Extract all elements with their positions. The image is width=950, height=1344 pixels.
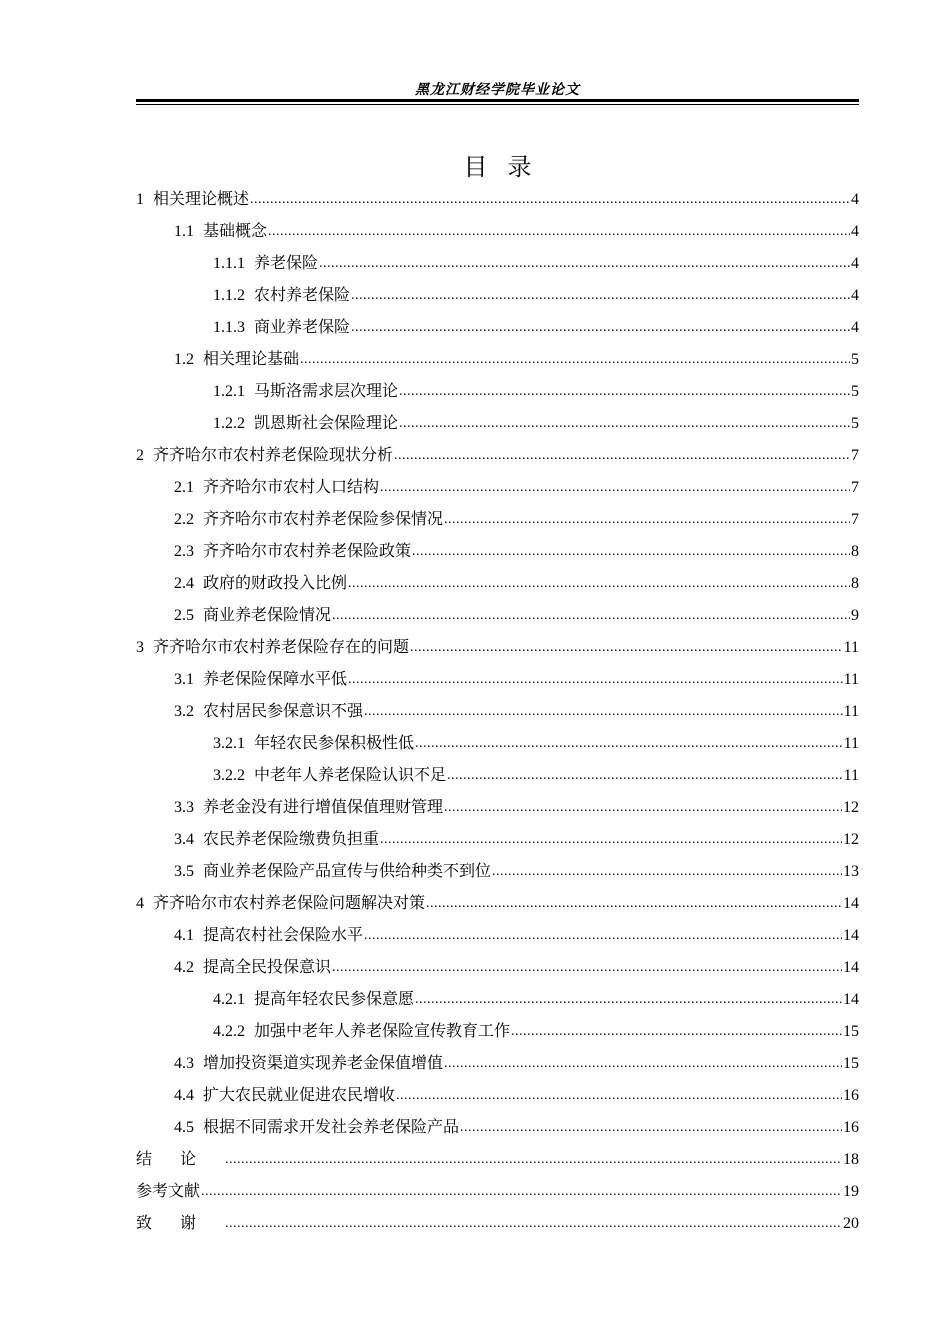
toc-leader-dots (351, 313, 850, 342)
toc-leader-dots (332, 953, 842, 982)
toc-entry-page: 16 (843, 1119, 859, 1136)
toc-entry-page: 4 (851, 223, 859, 240)
toc-leader-dots (447, 761, 843, 790)
toc-entry-page: 14 (843, 895, 859, 912)
toc-leader-dots (444, 793, 842, 822)
toc-entry-number: 1.1.2 (213, 287, 245, 304)
toc-leader-dots (348, 569, 850, 598)
toc-entry[interactable] (136, 1082, 859, 1114)
toc-entry[interactable] (136, 378, 859, 410)
toc-entry[interactable] (136, 954, 859, 986)
toc-entry-page: 14 (843, 991, 859, 1008)
toc-entry-page: 11 (843, 671, 859, 688)
toc-entry-page: 13 (843, 863, 859, 880)
toc-entry-number: 1.2 (174, 351, 194, 368)
toc-entry-page: 11 (843, 703, 859, 720)
toc-entry-page: 11 (843, 639, 859, 656)
toc-entry-number: 4.2.2 (213, 1023, 245, 1040)
toc-entry-title: 齐齐哈尔市农村养老保险参保情况 (203, 511, 444, 528)
header-rule-thin (136, 104, 859, 105)
toc-leader-dots (492, 857, 842, 886)
toc-entry-page: 18 (843, 1151, 859, 1168)
toc-leader-dots (225, 1145, 842, 1174)
toc-entry-page: 12 (843, 831, 859, 848)
toc-entry[interactable] (136, 314, 859, 346)
toc-leader-dots (364, 697, 843, 726)
toc-entry-title: 结论 (136, 1151, 225, 1168)
toc-entry-number: 3 (136, 639, 144, 656)
toc-entry-page: 15 (843, 1055, 859, 1072)
toc-entry[interactable] (136, 794, 859, 826)
toc-leader-dots (415, 985, 842, 1014)
toc-entry[interactable] (136, 922, 859, 954)
toc-entry-title: 齐齐哈尔市农村人口结构 (203, 479, 380, 496)
toc-entry-page: 14 (843, 959, 859, 976)
toc-entry-page: 8 (851, 575, 859, 592)
toc-entry[interactable] (136, 858, 859, 890)
toc-entry-title: 加强中老年人养老保险宣传教育工作 (254, 1023, 511, 1040)
toc-entry-number: 4.5 (174, 1119, 194, 1136)
toc-entry-page: 8 (851, 543, 859, 560)
toc-leader-dots (364, 921, 842, 950)
toc-leader-dots (250, 185, 850, 214)
toc-leader-dots (332, 601, 850, 630)
toc-entry-page: 5 (851, 415, 859, 432)
toc-entry[interactable] (136, 1210, 859, 1242)
toc-entry[interactable] (136, 730, 859, 762)
toc-entry-number: 2.4 (174, 575, 194, 592)
toc-leader-dots (511, 1017, 842, 1046)
toc-entry-page: 4 (851, 255, 859, 272)
toc-entry[interactable] (136, 634, 859, 666)
toc-entry-title: 齐齐哈尔市农村养老保险政策 (203, 543, 412, 560)
toc-leader-dots (415, 729, 843, 758)
toc-entry-number: 3.1 (174, 671, 194, 688)
toc-entry-title: 凯恩斯社会保险理论 (254, 415, 399, 432)
toc-leader-dots (225, 1209, 842, 1238)
toc-entry[interactable] (136, 506, 859, 538)
toc-entry-page: 5 (851, 351, 859, 368)
toc-entry[interactable] (136, 602, 859, 634)
toc-entry-number: 1 (136, 191, 144, 208)
toc-entry[interactable] (136, 570, 859, 602)
toc-leader-dots (394, 441, 850, 470)
toc-entry-number: 2.2 (174, 511, 194, 528)
toc-entry[interactable] (136, 186, 859, 218)
toc-entry-title: 提高年轻农民参保意愿 (254, 991, 415, 1008)
toc-entry-title: 增加投资渠道实现养老金保值增值 (203, 1055, 444, 1072)
running-header: 黑龙江财经学院毕业论文 (415, 83, 580, 98)
toc-entry-title: 中老年人养老保险认识不足 (254, 767, 447, 784)
toc-entry-number: 3.3 (174, 799, 194, 816)
toc-entry-title: 商业养老保险情况 (203, 607, 332, 624)
table-of-contents (136, 186, 859, 1242)
toc-entry[interactable] (136, 1050, 859, 1082)
toc-leader-dots (351, 281, 850, 310)
toc-leader-dots (380, 825, 842, 854)
toc-entry-page: 19 (843, 1183, 859, 1200)
toc-entry-number: 3.4 (174, 831, 194, 848)
toc-entry[interactable] (136, 1178, 859, 1210)
toc-entry-page: 14 (843, 927, 859, 944)
header-rule-thick (136, 99, 859, 102)
toc-entry-number: 4.3 (174, 1055, 194, 1072)
toc-entry-title: 农村养老保险 (254, 287, 351, 304)
toc-entry-title: 基础概念 (203, 223, 268, 240)
toc-entry-page: 7 (851, 511, 859, 528)
toc-entry-number: 1.1.3 (213, 319, 245, 336)
toc-leader-dots (444, 1049, 842, 1078)
toc-entry-page: 4 (851, 287, 859, 304)
toc-entry[interactable] (136, 410, 859, 442)
toc-entry-number: 2.5 (174, 607, 194, 624)
toc-entry[interactable] (136, 762, 859, 794)
toc-leader-dots (399, 409, 850, 438)
toc-entry[interactable] (136, 698, 859, 730)
toc-entry-title: 农村居民参保意识不强 (203, 703, 364, 720)
toc-entry-number: 4 (136, 895, 144, 912)
toc-entry[interactable] (136, 218, 859, 250)
toc-entry-number: 4.4 (174, 1087, 194, 1104)
toc-entry-title: 养老金没有进行增值保值理财管理 (203, 799, 444, 816)
toc-entry-number: 2 (136, 447, 144, 464)
toc-entry-page: 4 (851, 319, 859, 336)
toc-leader-dots (410, 633, 843, 662)
toc-entry-number: 3.5 (174, 863, 194, 880)
toc-leader-dots (201, 1177, 842, 1206)
toc-entry-page: 7 (851, 479, 859, 496)
toc-entry-title: 齐齐哈尔市农村养老保险问题解决对策 (153, 895, 426, 912)
toc-entry-page: 12 (843, 799, 859, 816)
toc-leader-dots (348, 665, 843, 694)
toc-entry[interactable] (136, 1018, 859, 1050)
toc-entry-number: 4.1 (174, 927, 194, 944)
toc-leader-dots (399, 377, 850, 406)
toc-entry[interactable] (136, 282, 859, 314)
toc-entry-page: 16 (843, 1087, 859, 1104)
toc-leader-dots (380, 473, 850, 502)
toc-leader-dots (460, 1113, 842, 1142)
toc-entry[interactable] (136, 250, 859, 282)
toc-entry-title: 相关理论基础 (203, 351, 300, 368)
toc-entry-number: 3.2.2 (213, 767, 245, 784)
toc-entry-number: 3.2 (174, 703, 194, 720)
toc-entry-title: 提高农村社会保险水平 (203, 927, 364, 944)
toc-title: 目录 (463, 155, 552, 181)
toc-leader-dots (396, 1081, 842, 1110)
toc-entry-title: 政府的财政投入比例 (203, 575, 348, 592)
toc-entry-number: 1.2.2 (213, 415, 245, 432)
toc-entry-number: 4.2.1 (213, 991, 245, 1008)
toc-entry-title: 致谢 (136, 1215, 225, 1232)
toc-entry-title: 农民养老保险缴费负担重 (203, 831, 380, 848)
toc-entry-number: 2.1 (174, 479, 194, 496)
toc-entry[interactable] (136, 1114, 859, 1146)
toc-entry-number: 1.1.1 (213, 255, 245, 272)
toc-leader-dots (319, 249, 850, 278)
toc-entry-title: 养老保险 (254, 255, 319, 272)
toc-entry-page: 15 (843, 1023, 859, 1040)
toc-entry-title: 相关理论概述 (153, 191, 250, 208)
toc-entry[interactable] (136, 986, 859, 1018)
toc-entry[interactable] (136, 1146, 859, 1178)
toc-leader-dots (412, 537, 850, 566)
toc-entry[interactable] (136, 474, 859, 506)
toc-entry-title: 养老保险保障水平低 (203, 671, 348, 688)
toc-entry-title: 商业养老保险产品宣传与供给种类不到位 (203, 863, 492, 880)
toc-entry[interactable] (136, 666, 859, 698)
toc-entry-page: 9 (851, 607, 859, 624)
toc-leader-dots (268, 217, 850, 246)
toc-entry-title: 扩大农民就业促进农民增收 (203, 1087, 396, 1104)
toc-entry-title: 参考文献 (136, 1183, 201, 1200)
toc-entry-number: 1.1 (174, 223, 194, 240)
toc-entry-title: 提高全民投保意识 (203, 959, 332, 976)
toc-entry-title: 根据不同需求开发社会养老保险产品 (203, 1119, 460, 1136)
toc-leader-dots (444, 505, 850, 534)
toc-entry-title: 齐齐哈尔市农村养老保险现状分析 (153, 447, 394, 464)
toc-entry[interactable] (136, 826, 859, 858)
toc-entry[interactable] (136, 442, 859, 474)
toc-entry[interactable] (136, 890, 859, 922)
toc-entry-title: 商业养老保险 (254, 319, 351, 336)
toc-entry-page: 20 (843, 1215, 859, 1232)
toc-entry-number: 2.3 (174, 543, 194, 560)
toc-entry-page: 11 (843, 767, 859, 784)
toc-entry-number: 1.2.1 (213, 383, 245, 400)
toc-entry-number: 4.2 (174, 959, 194, 976)
toc-entry[interactable] (136, 538, 859, 570)
toc-entry-number: 3.2.1 (213, 735, 245, 752)
toc-leader-dots (426, 889, 842, 918)
toc-entry-title: 马斯洛需求层次理论 (254, 383, 399, 400)
toc-entry-page: 7 (851, 447, 859, 464)
toc-leader-dots (300, 345, 850, 374)
toc-entry-page: 11 (843, 735, 859, 752)
toc-entry[interactable] (136, 346, 859, 378)
toc-entry-title: 年轻农民参保积极性低 (254, 735, 415, 752)
toc-entry-page: 4 (851, 191, 859, 208)
toc-entry-title: 齐齐哈尔市农村养老保险存在的问题 (153, 639, 410, 656)
toc-entry-page: 5 (851, 383, 859, 400)
